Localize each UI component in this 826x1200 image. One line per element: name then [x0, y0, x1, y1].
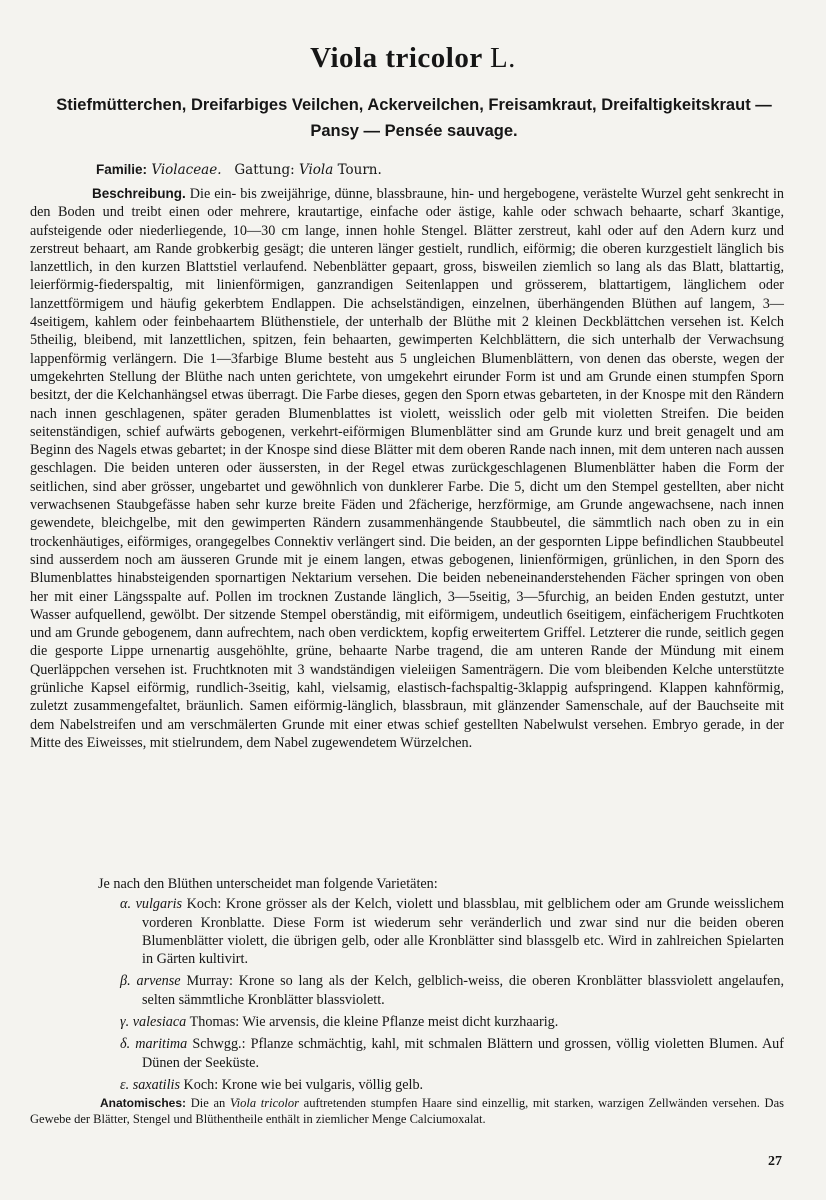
- varieties-list: [30, 895, 784, 1094]
- page-number: 27: [768, 1154, 782, 1169]
- species-author: L.: [489, 42, 516, 74]
- variety-author: Thomas:: [189, 1014, 240, 1031]
- genus-value: Viola: [298, 162, 334, 178]
- common-names: Stiefmütterchen, Dreifarbiges Veilchen, Ackerveilchen, Freisamkraut, Dreifaltigkeitskraut — Pansy — Pensée sauvage.: [56, 96, 772, 140]
- anatomy-text: auftretenden stumpfen Haare sind einzellig, mit starken, warzigen Zellwänden versehen. Das Gewebe der Blätter, Stengel und Blüthentheile enthält in ziemlicher Menge Calciumoxalat.: [30, 1096, 784, 1126]
- variety-author: Murray:: [186, 973, 233, 990]
- family-value: Violaceae.: [151, 162, 222, 178]
- variety-author: Koch:: [183, 1076, 219, 1093]
- variety-letter: β.: [120, 973, 131, 990]
- anatomy-paragraph: [30, 1095, 784, 1127]
- variety-text: Krone so lang als der Kelch, gelblich-weiss, die oberen Kronblätter blassviolett angelaufen, selten sämmtliche Kronblätter blassviolett.: [142, 973, 785, 1008]
- variety-item: [30, 895, 784, 968]
- description-label: Beschreibung.: [92, 186, 186, 201]
- genus-label: Gattung:: [234, 162, 295, 178]
- varieties-section: [30, 875, 784, 1098]
- variety-letter: γ.: [120, 1014, 130, 1031]
- variety-text: Krone wie bei vulgaris, völlig gelb.: [221, 1076, 424, 1093]
- variety-name: vulgaris: [135, 896, 183, 913]
- description-paragraph: [30, 185, 784, 752]
- variety-item: [30, 972, 784, 1009]
- variety-author: Koch:: [186, 896, 222, 913]
- species-name: Viola tricolor: [310, 42, 483, 74]
- taxonomy-line: [96, 162, 382, 178]
- variety-name: saxatilis: [132, 1076, 180, 1093]
- variety-item: [30, 1013, 784, 1031]
- genus-author: Tourn.: [337, 162, 382, 178]
- variety-name: maritima: [135, 1036, 188, 1053]
- variety-text: Krone grösser als der Kelch, violett und blassblau, mit gelblichem oder am Grunde weisslichem vorderen Kronblatte. Diese Form ist wiederum sehr veränderlich und zwar sind nur die beiden oberen Blumenblätter violett, die übrigen gelb, oder alle Kronblätter sind blassgelb etc. Wird in zahlreichen Spielarten in Gärten kultivirt.: [142, 896, 784, 968]
- variety-item: [30, 1035, 784, 1072]
- variety-item: [30, 1076, 784, 1094]
- variety-letter: ε.: [120, 1076, 130, 1093]
- page-title: [0, 42, 826, 75]
- variety-text: Pflanze schmächtig, kahl, mit schmalen Blättern und grossen, völlig violetten Blumen. Auf Dünen der Seeküste.: [142, 1036, 785, 1071]
- anatomy-pre: Die an: [190, 1096, 226, 1110]
- variety-name: arvense: [136, 973, 181, 990]
- family-label: Familie:: [96, 162, 148, 177]
- varieties-intro: Je nach den Blüthen unterscheidet man folgende Varietäten:: [98, 876, 438, 892]
- variety-text: Wie arvensis, die kleine Pflanze meist dicht kurzhaarig.: [242, 1014, 559, 1031]
- anatomy-species: Viola tricolor: [229, 1096, 299, 1110]
- anatomy-label: Anatomisches:: [100, 1096, 187, 1110]
- variety-author: Schwgg.:: [192, 1036, 246, 1053]
- description-text: Die ein- bis zweijährige, dünne, blassbraune, hin- und hergebogene, verästelte Wurzel geht senkrecht in den Boden und treibt einen oder mehrere, krautartige, einfache oder ästige, kahle oder schwach behaarte, scharf 3kantige, aufsteigende oder niederliegende, 10—30 cm lange, innen hohle Stengel. Blätter zerstreut, kahl oder auf den Adern kurz und zerstreut behaart, am Rande grobkerbig gesägt; die unteren länger gestielt, rundlich, eiförmig; die oberen kurzgestielt länglich bis lanzettlich, in den kurzen Blattstiel verlaufend. Nebenblätter gepaart, gross, bisweilen ziemlich so lang als das Blatt, blattartig, leierförmig-fiederspaltig, mit linienförmigen, ganzrandigen Seitenlappen und grösserem, blattartigem, länglichem oder lanzettförmigem und häufig gekerbtem Endlappen. Die achselständigen, einzelnen, überhängenden Blüthen auf langem, 3—4seitigem, kahlem oder feinbehaartem Blüthenstiele, der unterhalb der Blüthe mit 2 kleinen Deckblättchen versehen ist. Kelch 5theilig, bleibend, mit lanzettlichen, spitzen, fein behaarten, gewimperten Kelchblättern, die sich unterhalb der Verwachsung lappenförmig verlängern. Die 1—3farbige Blume besteht aus 5 ungleichen Blumenblättern, von denen das oberste, wegen der umgekehrten Stellung der Blüthe nach unten gerichtete, von umgekehrt eirunder Form ist und am Grunde einen stumpfen Sporn besitzt, der die Kelchanhängsel etwas überragt. Die Farbe dieses, gegen den Sporn etwas gebarteten, in der Knospe mit den Rändern nach innen geschlagenen, später geraden Blumenblattes ist violett, weisslich oder gelb mit violetten Streifen. Die beiden seitenständigen, schief aufwärts gebogenen, verkehrt-eiförmigen Blumenblätter sind am Grunde kurz und breit genagelt und am Beginn des Nagels etwas gebartet; in der Knospe sind diese Blätter mit dem oberen Rande nach innen, mit dem unteren nach aussen geschlagen. Die beiden unteren oder äussersten, in der Regel etwas zurückgeschlagenen Blumenblätter haben die Form der seitlichen, sind aber grösser, ungebartet und gewöhnlich von dunklerer Farbe. Die 5, dicht um den Stempel gestellten, aber nicht verwachsenen Staubgefässe haben sehr kurze breite Fäden und 2fächerige, herzförmige, am Grunde angewachsene, nach innen gewendete, bleichgelbe, mit den gewimperten Rändern zusammenhängende Staubbeutel, die sämmtlich nach oben zu in ein trockenhäutiges, eiförmiges, orangegelbes Connektiv verlängert sind. Die beiden, an der gespornten Lippe befindlichen Staubbeutel sind ausserdem noch am äusseren Grunde mit je einem langen, etwas gebogenen, linienförmigen, grünlichen, in den Sporn des Blumenblattes hinabsteigenden spornartigen Nektarium versehen. Die beiden nebeneinanderstehenden Fächer springen von oben her mit einer Längsspalte auf. Pollen im trocknen Zustande länglich, 3—5seitig, 3—5furchig, an beiden Enden gestutzt, unter Wasser aufquellend, gewölbt. Der sitzende Stempel oberständig, mit eiförmigem, undeutlich 6seitigem, einfächerigem Fruchtkoten und am Grunde gebogenem, dann aufrechtem, nach oben verdicktem, kopfig erweitertem Griffel. Letzterer die runde, seitlich gegen die gesporte Lippe urnenartig ausgehöhlte, grüne, behaarte Narbe tragend, die am unteren Rande der Mündung mit einem Querläppchen versehen ist. Fruchtknoten mit 3 wandständigen vieleiigen Samenträgern. Die vom bleibenden Kelche unterstützte grünliche Kapsel eiförmig, rundlich-3seitig, kahl, vielsamig, elastisch-fachspaltig-3klappig aufspringend. Klappen kahnförmig, zuletzt zusammengefaltet, bräunlich. Samen eiförmig-länglich, blassbraun, mit glänzender Samenschale, auf der Bauchseite mit dem Nabelstreifen und am verschmälerten Grunde mit einer etwas schief gestellten Nabelwulst versehen. Embryo gerade, in der Mitte des Eiweisses, mit stielrundem, dem Nabel zugewendetem Würzelchen.: [30, 186, 784, 751]
- variety-name: valesiaca: [132, 1014, 187, 1031]
- variety-letter: δ.: [120, 1036, 131, 1053]
- variety-letter: α.: [120, 896, 131, 913]
